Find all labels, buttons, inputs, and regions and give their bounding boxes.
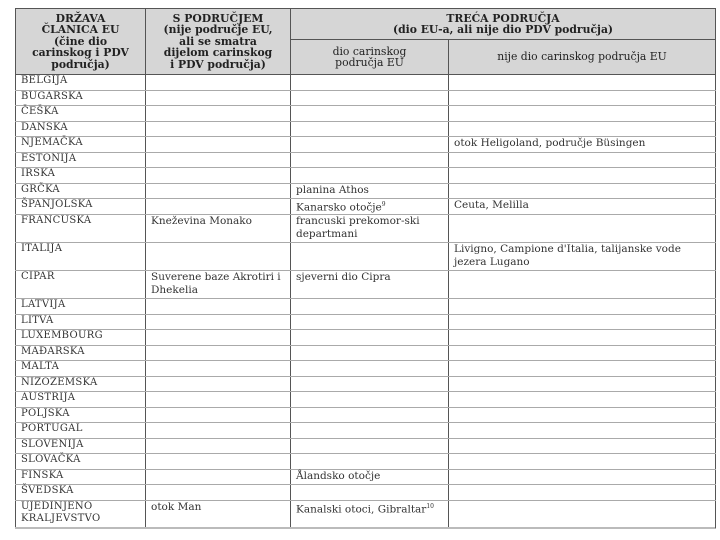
non-customs-territory-cell xyxy=(449,454,716,470)
special-territory-cell xyxy=(146,168,291,184)
special-territory-cell xyxy=(146,243,291,271)
country-cell-text: BELGIJA xyxy=(21,75,68,86)
table-row xyxy=(16,299,716,315)
non-customs-territory-cell xyxy=(449,345,716,361)
customs-territory-cell xyxy=(291,485,449,501)
non-customs-territory-cell xyxy=(449,423,716,439)
non-customs-territory-cell xyxy=(449,137,716,153)
country-cell xyxy=(16,75,146,91)
special-territory-cell xyxy=(146,361,291,377)
special-territory-cell xyxy=(146,152,291,168)
header-member-state: DRŽAVA ČLANICA EU (čine dio carinskog i PDV područja) xyxy=(16,9,146,75)
country-cell-text: ŠVEDSKA xyxy=(21,485,74,496)
customs-territory-cell xyxy=(291,199,449,215)
non-customs-territory-cell-text: otok Heligoland, područje Büsingen xyxy=(454,137,646,149)
non-customs-territory-cell xyxy=(449,500,716,528)
country-cell xyxy=(16,90,146,106)
country-cell xyxy=(16,345,146,361)
country-cell xyxy=(16,407,146,423)
customs-territory-cell xyxy=(291,168,449,184)
non-customs-territory-cell xyxy=(449,376,716,392)
customs-territory-cell xyxy=(291,314,449,330)
table-row xyxy=(16,106,716,122)
customs-territory-cell xyxy=(291,469,449,485)
special-territory-cell xyxy=(146,485,291,501)
country-cell-text: ESTONIJA xyxy=(21,152,77,164)
country-cell xyxy=(16,183,146,199)
header-customs-territory: dio carinskog područja EU xyxy=(291,40,449,75)
non-customs-territory-cell xyxy=(449,121,716,137)
table-row xyxy=(16,215,716,243)
table-row xyxy=(16,314,716,330)
country-cell xyxy=(16,485,146,501)
special-territory-cell xyxy=(146,454,291,470)
non-customs-territory-cell xyxy=(449,361,716,377)
customs-territory-cell xyxy=(291,500,449,528)
table-row xyxy=(16,243,716,271)
country-cell xyxy=(16,392,146,408)
customs-territory-cell xyxy=(291,438,449,454)
non-customs-territory-cell xyxy=(449,215,716,243)
non-customs-territory-cell xyxy=(449,485,716,501)
table-row xyxy=(16,485,716,501)
country-cell xyxy=(16,121,146,137)
non-customs-territory-cell xyxy=(449,330,716,346)
country-cell-text: CIPAR xyxy=(21,271,55,282)
table-row xyxy=(16,90,716,106)
non-customs-territory-cell xyxy=(449,243,716,271)
special-territory-cell-text: Kneževina Monako xyxy=(151,215,252,227)
country-cell-text: AUSTRIJA xyxy=(21,392,76,403)
table-row xyxy=(16,168,716,184)
country-cell-text: LITVA xyxy=(21,314,54,326)
customs-territory-cell xyxy=(291,90,449,106)
special-territory-cell xyxy=(146,90,291,106)
table-bottom-rule xyxy=(15,527,715,529)
table-row xyxy=(16,271,716,299)
special-territory-cell xyxy=(146,469,291,485)
table-row xyxy=(16,152,716,168)
special-territory-cell xyxy=(146,299,291,315)
country-cell xyxy=(16,215,146,243)
table-row xyxy=(16,75,716,91)
table-row xyxy=(16,137,716,153)
country-cell xyxy=(16,469,146,485)
customs-territory-cell xyxy=(291,106,449,122)
special-territory-cell xyxy=(146,500,291,528)
country-cell xyxy=(16,330,146,346)
customs-territory-cell xyxy=(291,271,449,299)
country-cell-text: FINSKA xyxy=(21,469,64,481)
special-territory-cell xyxy=(146,75,291,91)
special-territory-cell xyxy=(146,314,291,330)
special-territory-cell xyxy=(146,330,291,346)
customs-territory-cell xyxy=(291,299,449,315)
customs-territory-cell xyxy=(291,243,449,271)
special-territory-cell xyxy=(146,423,291,439)
customs-territory-cell xyxy=(291,137,449,153)
country-cell xyxy=(16,438,146,454)
special-territory-cell xyxy=(146,137,291,153)
customs-territory-cell-text: Kanarsko otočje xyxy=(296,201,382,214)
non-customs-territory-cell xyxy=(449,314,716,330)
non-customs-territory-cell xyxy=(449,106,716,122)
customs-territory-cell xyxy=(291,121,449,137)
customs-territory-cell xyxy=(291,392,449,408)
non-customs-territory-cell xyxy=(449,271,716,299)
customs-territory-cell xyxy=(291,407,449,423)
table-row xyxy=(16,438,716,454)
table-row xyxy=(16,183,716,199)
customs-territory-cell xyxy=(291,361,449,377)
country-cell xyxy=(16,361,146,377)
country-cell xyxy=(16,376,146,392)
country-cell xyxy=(16,454,146,470)
table-row xyxy=(16,469,716,485)
table-row xyxy=(16,376,716,392)
non-customs-territory-cell xyxy=(449,438,716,454)
country-cell-text: LATVIJA xyxy=(21,299,66,310)
country-cell-text: ITALIJA xyxy=(21,243,63,254)
country-cell-text: DANSKA xyxy=(21,121,68,133)
customs-territory-cell xyxy=(291,454,449,470)
country-cell xyxy=(16,152,146,168)
special-territory-cell xyxy=(146,199,291,215)
customs-territory-cell-text: Kanalski otoci, Gibraltar xyxy=(296,503,427,515)
non-customs-territory-cell xyxy=(449,199,716,215)
special-territory-cell xyxy=(146,106,291,122)
header-non-customs-territory: nije dio carinskog područja EU xyxy=(449,40,716,75)
table-row xyxy=(16,392,716,408)
country-cell-text: POLJSKA xyxy=(21,407,70,419)
country-cell xyxy=(16,106,146,122)
country-cell-text: NIZOZEMSKA xyxy=(21,376,98,388)
country-cell-text: FRANCUSKA xyxy=(21,215,92,226)
non-customs-territory-cell-text: Ceuta, Melilla xyxy=(454,199,529,211)
special-territory-cell xyxy=(146,121,291,137)
table-row xyxy=(16,330,716,346)
customs-territory-cell xyxy=(291,75,449,91)
country-cell-text: NJEMAČKA xyxy=(21,137,83,148)
special-territory-cell-text: Suverene baze Akrotiri i Dhekelia xyxy=(151,271,281,296)
special-territory-cell xyxy=(146,407,291,423)
special-territory-cell xyxy=(146,345,291,361)
table-row xyxy=(16,454,716,470)
table-row xyxy=(16,361,716,377)
country-cell xyxy=(16,423,146,439)
country-cell xyxy=(16,137,146,153)
country-cell-text: UJEDINJENO KRALJEVSTVO xyxy=(21,500,101,524)
customs-territory-cell xyxy=(291,152,449,168)
country-cell-text: MAĐARSKA xyxy=(21,345,85,357)
customs-territory-cell-text: sjeverni dio Cipra xyxy=(296,271,391,283)
customs-territory-cell-text: planina Athos xyxy=(296,183,369,196)
table-row xyxy=(16,121,716,137)
special-territory-cell xyxy=(146,271,291,299)
non-customs-territory-cell xyxy=(449,469,716,485)
customs-territory-cell xyxy=(291,330,449,346)
table-row xyxy=(16,500,716,528)
customs-territory-cell xyxy=(291,345,449,361)
table-row xyxy=(16,423,716,439)
table-row xyxy=(16,345,716,361)
country-cell xyxy=(16,271,146,299)
country-cell-text: ČEŠKA xyxy=(21,106,59,117)
non-customs-territory-cell-text: Livigno, Campione d'Italia, talijanske vode jezera Lugano xyxy=(454,243,681,268)
header-special-territory: S PODRUČJEM (nije područje EU, ali se smatra dijelom carinskog i PDV područja) xyxy=(146,9,291,75)
customs-territory-cell xyxy=(291,376,449,392)
special-territory-cell xyxy=(146,376,291,392)
country-cell xyxy=(16,243,146,271)
special-territory-cell xyxy=(146,392,291,408)
non-customs-territory-cell xyxy=(449,407,716,423)
non-customs-territory-cell xyxy=(449,299,716,315)
table-row xyxy=(16,407,716,423)
eu-territories-table xyxy=(15,8,716,529)
non-customs-territory-cell xyxy=(449,152,716,168)
country-cell-text: LUXEMBOURG xyxy=(21,330,103,341)
customs-territory-cell xyxy=(291,183,449,199)
non-customs-territory-cell xyxy=(449,168,716,184)
footnote-marker: 10 xyxy=(426,502,434,510)
country-cell xyxy=(16,168,146,184)
non-customs-territory-cell xyxy=(449,392,716,408)
customs-territory-cell xyxy=(291,423,449,439)
special-territory-cell xyxy=(146,183,291,199)
footnote-marker: 9 xyxy=(381,201,386,208)
country-cell-text: ŠPANJOLSKA xyxy=(21,199,93,210)
customs-territory-cell xyxy=(291,215,449,243)
customs-territory-cell-text: francuski prekomor-ski departmani xyxy=(296,215,420,240)
country-cell-text: MALTA xyxy=(21,361,60,372)
special-territory-cell xyxy=(146,215,291,243)
country-cell xyxy=(16,500,146,528)
country-cell xyxy=(16,199,146,215)
country-cell-text: SLOVENIJA xyxy=(21,438,84,450)
country-cell-text: SLOVAČKA xyxy=(21,454,81,465)
customs-territory-cell-text: Ålandsko otočje xyxy=(296,469,381,482)
country-cell-text: PORTUGAL xyxy=(21,423,83,434)
non-customs-territory-cell xyxy=(449,90,716,106)
country-cell-text: IRSKA xyxy=(21,168,56,179)
non-customs-territory-cell xyxy=(449,75,716,91)
country-cell xyxy=(16,314,146,330)
header-third-territories: TREĆA PODRUČJA (dio EU-a, ali nije dio PDV područja) xyxy=(291,9,716,40)
country-cell xyxy=(16,299,146,315)
special-territory-cell-text: otok Man xyxy=(151,500,202,513)
table-row xyxy=(16,199,716,215)
non-customs-territory-cell xyxy=(449,183,716,199)
country-cell-text: GRČKA xyxy=(21,183,60,195)
country-cell-text: BUGARSKA xyxy=(21,90,84,102)
special-territory-cell xyxy=(146,438,291,454)
